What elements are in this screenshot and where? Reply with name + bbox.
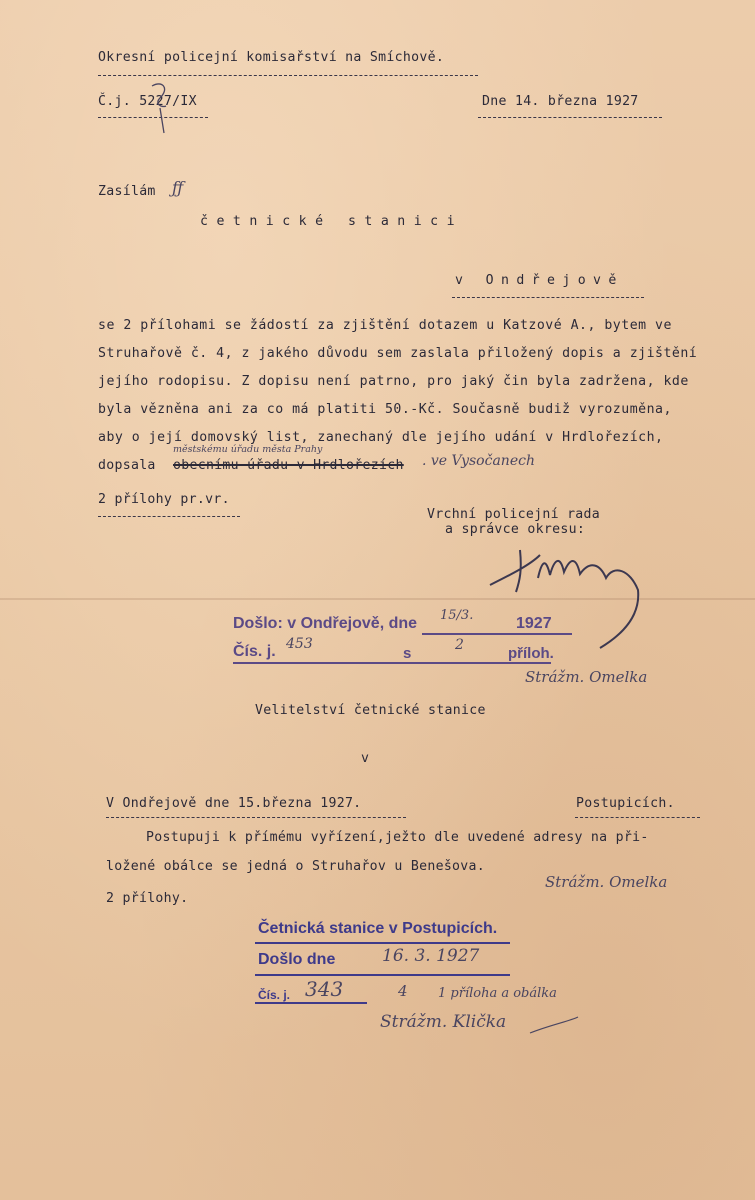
station-ref-label: Čís. j. xyxy=(258,988,291,1002)
struck-mark: ƒƒ xyxy=(172,178,184,197)
recipient-place: v Ondřejově xyxy=(455,273,624,288)
body-line-1: se 2 přílohami se žádostí za zjištění dotazem u Katzové A., bytem ve xyxy=(98,318,672,333)
registry-label: Čís. j. xyxy=(233,643,276,660)
handwritten-insert: městskému úřadu města Prahy xyxy=(173,444,323,455)
forward-line-2: ložené obálce se jedná o Struhařov u Benešova. xyxy=(106,859,486,874)
forward-date: V Ondřejově dne 15.března 1927. xyxy=(106,796,362,811)
official-signature xyxy=(480,530,680,650)
handwritten-mark xyxy=(140,78,190,138)
officer-signature-1: Strážm. Omelka xyxy=(525,668,648,686)
station-ref-number: 343 xyxy=(305,977,344,1001)
stamp1-rule-1 xyxy=(422,633,572,635)
enclosures-underline xyxy=(98,516,240,517)
stamp1-rule-2 xyxy=(233,662,551,664)
reference-number: Č.j. 5227/IX xyxy=(98,94,197,109)
registry-number: 453 xyxy=(286,636,313,652)
forward-dest-underline xyxy=(575,817,700,818)
body-line-2: Struhařově č. 4, z jakého důvodu sem zaslala přiložený dopis a zjištění xyxy=(98,346,698,361)
handwritten-place: . ve Vysočanech xyxy=(422,453,535,469)
signatory-subtitle: a správce okresu: xyxy=(445,522,586,537)
forward-recipient: Velitelství četnické stanice xyxy=(255,703,486,718)
station-stamp-title: Četnická stanice v Postupicích. xyxy=(258,920,498,937)
enclosures-note: 2 přílohy pr.vr. xyxy=(98,492,230,507)
stamp2-rule-2 xyxy=(255,974,510,976)
struck-authority: obecnímu úřadu v Hrdlořezích xyxy=(173,458,404,473)
station-digit: 4 xyxy=(398,982,408,1000)
body-line-6-start: dopsala xyxy=(98,458,156,473)
station-handnote: 1 příloha a obálka xyxy=(438,986,557,1001)
registry-s: s xyxy=(403,645,412,662)
forward-enclosures: 2 přílohy. xyxy=(106,891,189,906)
registry-count: 2 xyxy=(455,637,464,653)
officer-signature-2: Strážm. Omelka xyxy=(545,873,668,891)
stamp2-rule-3 xyxy=(255,1002,367,1004)
document-date: Dne 14. března 1927 xyxy=(482,94,639,109)
forward-date-underline xyxy=(106,817,406,818)
body-line-5: aby o její domovský list, zanechaný dle jejího udání v Hrdlořezích, xyxy=(98,430,664,445)
received-stamp-date: 15/3. xyxy=(440,608,474,623)
header-rule xyxy=(98,75,478,76)
sending-word: Zasílám xyxy=(98,184,156,199)
signatory-title: Vrchní policejní rada xyxy=(427,507,601,522)
recipient-station: četnické stanici xyxy=(200,214,464,229)
date-underline xyxy=(478,117,662,118)
body-line-3: jejího rodopisu. Z dopisu není patrno, pro jaký čin byla zadržena, kde xyxy=(98,374,689,389)
received-stamp-label: Došlo: v Ondřejově, dne xyxy=(233,615,418,632)
forward-line-1: Postupuji k přímému vyřízení,ježto dle uvedené adresy na při- xyxy=(146,830,649,845)
body-line-4: byla vězněna ani za co má platiti 50.-Kč. Současně budiž vyrozuměna, xyxy=(98,402,672,417)
forward-v: v xyxy=(361,751,370,766)
station-signature: Strážm. Klička xyxy=(380,1012,507,1032)
stamp2-rule-1 xyxy=(255,942,510,944)
station-received-label: Došlo dne xyxy=(258,951,336,968)
registry-suffix: příloh. xyxy=(508,645,554,662)
office-name: Okresní policejní komisařství na Smíchově. xyxy=(98,50,445,65)
place-underline xyxy=(452,297,644,298)
received-stamp-year: 1927 xyxy=(516,615,552,632)
signature-flourish xyxy=(380,1015,580,1045)
station-received-date: 16. 3. 1927 xyxy=(382,946,480,966)
forward-destination: Postupicích. xyxy=(576,796,675,811)
